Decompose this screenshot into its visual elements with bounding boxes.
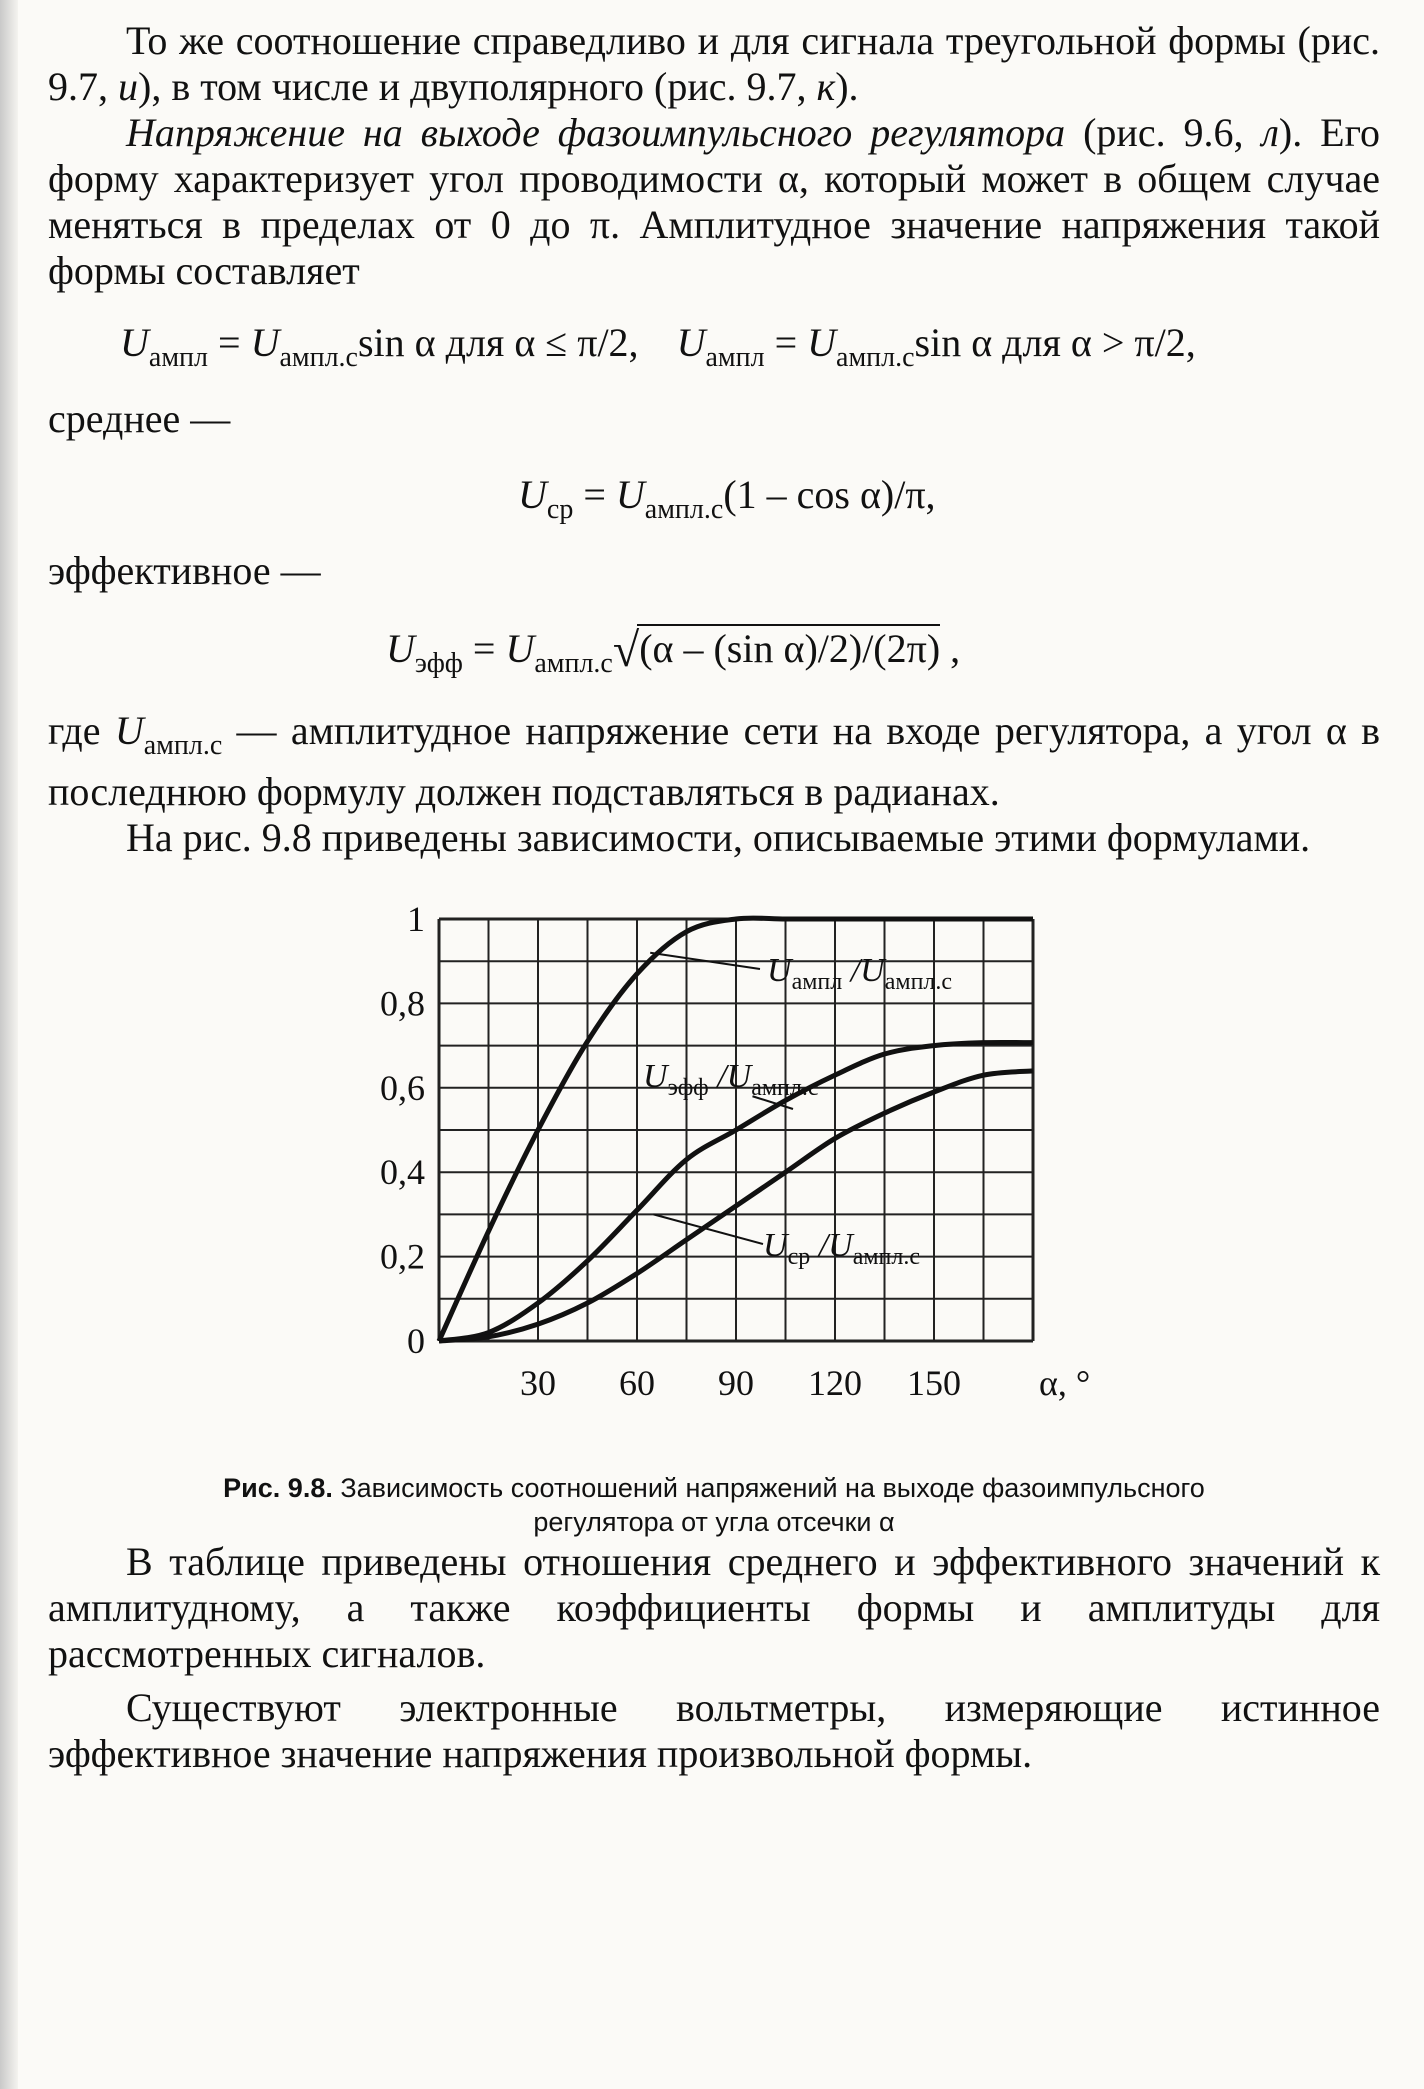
formula-part: , bbox=[940, 626, 961, 671]
x-axis-label: α, ° bbox=[1039, 1363, 1091, 1403]
series-label: $U_{эфф}$ $/U_{ампл.с}$ bbox=[643, 1058, 819, 1101]
x-tick-label: 90 bbox=[718, 1363, 754, 1403]
paragraph-fig-ref: На рис. 9.8 приведены зависимости, описываемые этими формулами. bbox=[126, 815, 1311, 860]
symbol-u: U bbox=[505, 626, 535, 671]
radicand: (α – (sin α)/2)/(2π) bbox=[639, 626, 941, 671]
text-run: (рис. 9.6, bbox=[1065, 110, 1262, 155]
formula-part: = bbox=[462, 626, 506, 671]
radical-sign: √ bbox=[612, 624, 640, 677]
label-effective: эффективное — bbox=[48, 548, 321, 593]
symbol-u: U bbox=[807, 320, 837, 365]
series-label: $U_{ср}$ $/U_{ампл.с}$ bbox=[763, 1227, 921, 1270]
subscript: ампл.с bbox=[143, 730, 223, 761]
label-average: среднее — bbox=[48, 396, 231, 441]
paragraph-where bbox=[48, 708, 1380, 815]
text-run: — амплитудное напряжение сети на входе регулятора, а угол α в последнюю формулу должен подставляться в радианах. bbox=[48, 708, 1380, 814]
caption-number: Рис. 9.8. bbox=[223, 1473, 333, 1503]
formula-effective bbox=[48, 624, 1380, 690]
y-tick-label: 0,6 bbox=[380, 1067, 425, 1108]
formula-average bbox=[48, 472, 1380, 528]
symbol-u: U bbox=[615, 472, 645, 517]
symbol-u: U bbox=[250, 320, 280, 365]
y-tick-label: 1 bbox=[407, 899, 425, 939]
text-run-italic: к bbox=[816, 64, 836, 109]
formula-part: = bbox=[764, 320, 808, 365]
subscript: ампл.с bbox=[534, 648, 613, 679]
scan-edge-shadow bbox=[0, 0, 18, 2089]
y-tick-label: 0,2 bbox=[380, 1236, 425, 1277]
y-tick-label: 0 bbox=[407, 1321, 425, 1361]
symbol-u: U bbox=[120, 320, 149, 365]
text-run-italic: л bbox=[1261, 110, 1279, 155]
figure-caption bbox=[48, 1471, 1380, 1539]
caption-text: Зависимость соотношений напряжений на выходе фазоимпульсного bbox=[340, 1473, 1205, 1503]
text-run: ), в том числе и двуполярного (рис. 9.7, bbox=[138, 64, 817, 109]
x-tick-label: 30 bbox=[520, 1363, 556, 1403]
subscript: ампл bbox=[148, 342, 208, 373]
subscript: ампл.с bbox=[279, 342, 358, 373]
formula-part: sin α для α ≤ π/2, bbox=[357, 320, 639, 365]
series-label: $U_{ампл}$ $/U_{ампл.с}$ bbox=[767, 952, 953, 995]
text-run: где bbox=[48, 708, 115, 753]
y-tick-label: 0,8 bbox=[380, 983, 425, 1024]
formula-part: = bbox=[208, 320, 251, 365]
formula-amplitude bbox=[48, 320, 1380, 376]
symbol-u: U bbox=[518, 472, 547, 517]
book-page bbox=[48, 18, 1380, 1777]
subscript: ср bbox=[546, 494, 574, 525]
text-run-italic: и bbox=[118, 64, 138, 109]
formula-part: = bbox=[573, 472, 616, 517]
subscript: эфф bbox=[414, 648, 463, 679]
symbol-u: U bbox=[676, 320, 706, 365]
x-tick-label: 120 bbox=[808, 1363, 862, 1403]
paragraph-phase-regulator bbox=[48, 110, 1380, 294]
label-leader-line bbox=[654, 1214, 764, 1244]
formula-part: sin α для α > π/2, bbox=[914, 320, 1196, 365]
section-lead-italic: Напряжение на выходе фазоимпульсного регулятора bbox=[126, 110, 1066, 155]
formula-part: (1 – cos α)/π, bbox=[723, 472, 936, 517]
figure-9-8 bbox=[48, 899, 1380, 1469]
text-run: То же соотношение справедливо и для сигнала треугольной формы (рис. 9.7, bbox=[48, 18, 1380, 109]
subscript: ампл bbox=[705, 342, 765, 373]
symbol-u: U bbox=[114, 708, 144, 753]
x-tick-label: 150 bbox=[907, 1363, 961, 1403]
paragraph-table: В таблице приведены отношения среднего и эффективного значений к амплитудному, а также коэффициенты формы и амплитуды для рассмотренных сигналов. bbox=[48, 1539, 1380, 1676]
subscript: ампл.с bbox=[644, 494, 724, 525]
text-run: ). bbox=[835, 64, 859, 109]
y-tick-label: 0,4 bbox=[380, 1152, 425, 1193]
text-run: ). Его форму характеризует угол проводимости α, который может в общем случае меняться в пределах от 0 до π. Амплитудное значение напряжения такой формы составляет bbox=[48, 110, 1380, 293]
paragraph-voltmeters: Существуют электронные вольтметры, измеряющие истинное эффективное значение напряжения произвольной формы. bbox=[48, 1685, 1380, 1776]
paragraph-triangle bbox=[48, 18, 1380, 110]
subscript: ампл.с bbox=[836, 342, 915, 373]
x-tick-label: 60 bbox=[619, 1363, 655, 1403]
chart-svg bbox=[48, 899, 1380, 1469]
symbol-u: U bbox=[386, 626, 415, 671]
caption-text-line2: регулятора от угла отсечки α bbox=[533, 1507, 895, 1537]
